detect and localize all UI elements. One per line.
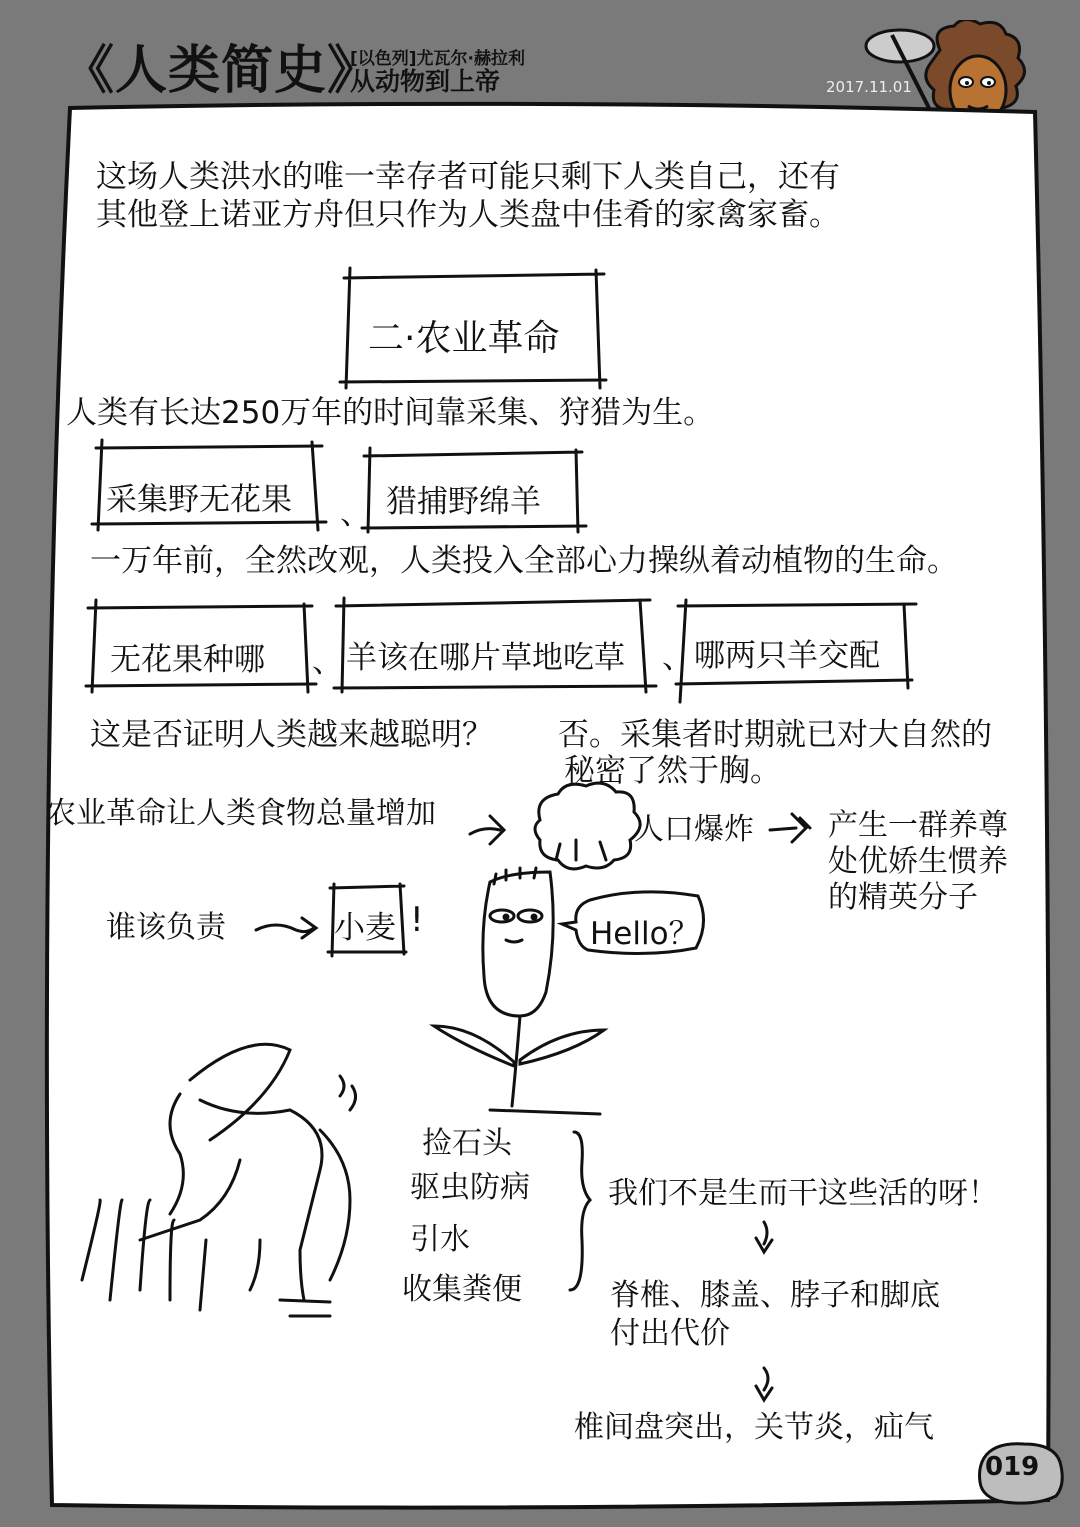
answer-line-2: 秘密了然于胸。 [564, 753, 781, 789]
control-item-2: 羊该在哪片草地吃草 [346, 640, 625, 676]
cost-line-2: 付出代价 [610, 1316, 730, 1351]
section-title: 二·农业革命 [368, 318, 560, 359]
activity-separator: 、 [340, 496, 371, 532]
activity-item-2: 猎捕野绵羊 [386, 484, 541, 520]
intro-line-2: 其他登上诺亚方舟但只作为人类盘中佳肴的家禽家畜。 [96, 197, 840, 233]
control-item-3: 哪两只羊交配 [694, 638, 880, 674]
book-title: 《人类简史》 [62, 41, 381, 101]
result-text: 椎间盘突出，关节炎，疝气 [574, 1410, 934, 1445]
arrow-down-2 [756, 1368, 772, 1400]
labor-brace [570, 1132, 590, 1290]
cost-line-1: 脊椎、膝盖、脖子和脚底 [610, 1278, 940, 1313]
intro-line-1: 这场人类洪水的唯一幸存者可能只剩下人类自己，还有 [96, 159, 840, 195]
wheat-speech-text: Hello？ [590, 916, 700, 952]
explosion-cloud [535, 783, 640, 869]
blame-answer: 小麦 [334, 910, 396, 946]
labor-item-2: 驱虫防病 [410, 1170, 530, 1205]
arrow-food [470, 816, 504, 844]
control-separator-1: 、 [312, 644, 343, 680]
control-item-1: 无花果种哪 [110, 642, 265, 678]
question-text: 这是否证明人类越来越聪明？ [90, 717, 493, 753]
note-date: 2017.11.01 [826, 78, 912, 96]
labor-item-1: 捡石头 [422, 1126, 512, 1161]
activity-item-1: 采集野无花果 [106, 482, 292, 518]
book-author: [以色列]尤瓦尔·赫拉利 [350, 49, 525, 69]
blame-mark: ! [410, 900, 424, 940]
hunting-line: 人类有长达250万年的时间靠采集、狩猎为生。 [66, 395, 715, 431]
change-line: 一万年前，全然改观，人类投入全部心力操纵着动植物的生命。 [90, 543, 958, 579]
book-subtitle: 从动物到上帝 [350, 67, 501, 96]
blame-question: 谁该负责 [106, 910, 226, 945]
food-increase-text: 农业革命让人类食物总量增加 [46, 796, 436, 831]
farmer-figure [140, 1044, 356, 1300]
population-text: 人口爆炸 [634, 812, 754, 847]
labor-item-3: 引水 [410, 1222, 470, 1257]
page-number: 019 [985, 1452, 1040, 1482]
control-separator-2: 、 [662, 640, 693, 676]
elite-line-1: 产生一群养尊 [828, 808, 1008, 843]
arrow-elite [770, 814, 810, 842]
labor-item-4: 收集粪便 [402, 1272, 522, 1307]
wheat-stalk [483, 872, 553, 1016]
elite-line-2: 处优娇生惯养 [828, 844, 1008, 879]
arrow-down-1 [756, 1222, 772, 1252]
elite-line-3: 的精英分子 [828, 880, 978, 915]
complaint-text: 我们不是生而干这些活的呀！ [608, 1176, 998, 1211]
arrow-blame [256, 918, 316, 938]
answer-line-1: 否。采集者时期就已对大自然的 [558, 717, 992, 753]
